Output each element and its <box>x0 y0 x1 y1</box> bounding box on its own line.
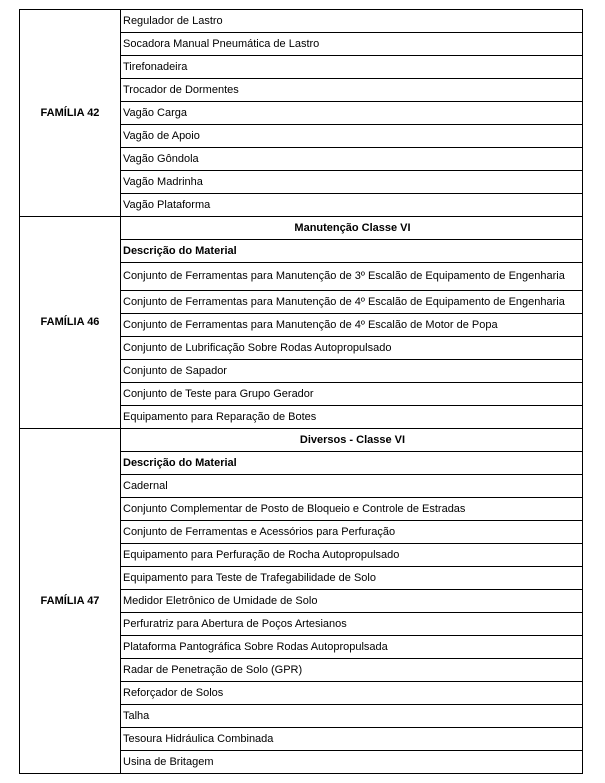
list-item: Conjunto de Sapador <box>121 360 583 383</box>
column-header: Descrição do Material <box>121 452 583 475</box>
table-row <box>20 217 583 240</box>
list-item: Equipamento para Reparação de Botes <box>121 406 583 429</box>
list-item: Reforçador de Solos <box>121 682 583 705</box>
list-item: Conjunto de Ferramentas para Manutenção de 4º Escalão de Equipamento de Engenharia <box>121 291 583 314</box>
list-item: Vagão Gôndola <box>121 148 583 171</box>
table-row <box>20 10 583 33</box>
materials-table <box>19 9 583 774</box>
list-item: Trocador de Dormentes <box>121 79 583 102</box>
list-item: Conjunto de Ferramentas para Manutenção de 3º Escalão de Equipamento de Engenharia <box>121 263 583 291</box>
list-item: Tesoura Hidráulica Combinada <box>121 728 583 751</box>
list-item: Usina de Britagem <box>121 751 583 774</box>
list-item: Plataforma Pantográfica Sobre Rodas Autopropulsada <box>121 636 583 659</box>
family-42-label: FAMÍLIA 42 <box>20 10 121 217</box>
table-row <box>20 429 583 452</box>
list-item: Tirefonadeira <box>121 56 583 79</box>
list-item: Regulador de Lastro <box>121 10 583 33</box>
list-item: Vagão Madrinha <box>121 171 583 194</box>
list-item: Conjunto Complementar de Posto de Bloqueio e Controle de Estradas <box>121 498 583 521</box>
list-item: Socadora Manual Pneumática de Lastro <box>121 33 583 56</box>
list-item: Conjunto de Lubrificação Sobre Rodas Autopropulsado <box>121 337 583 360</box>
list-item: Medidor Eletrônico de Umidade de Solo <box>121 590 583 613</box>
family-46-label: FAMÍLIA 46 <box>20 217 121 429</box>
column-header: Descrição do Material <box>121 240 583 263</box>
list-item: Cadernal <box>121 475 583 498</box>
list-item: Vagão Plataforma <box>121 194 583 217</box>
family-47-label: FAMÍLIA 47 <box>20 429 121 774</box>
list-item: Conjunto de Teste para Grupo Gerador <box>121 383 583 406</box>
list-item: Radar de Penetração de Solo (GPR) <box>121 659 583 682</box>
list-item: Conjunto de Ferramentas e Acessórios para Perfuração <box>121 521 583 544</box>
list-item: Conjunto de Ferramentas para Manutenção de 4º Escalão de Motor de Popa <box>121 314 583 337</box>
list-item: Perfuratriz para Abertura de Poços Artesianos <box>121 613 583 636</box>
list-item: Vagão Carga <box>121 102 583 125</box>
section-header: Manutenção Classe VI <box>121 217 583 240</box>
list-item: Vagão de Apoio <box>121 125 583 148</box>
list-item: Equipamento para Perfuração de Rocha Autopropulsado <box>121 544 583 567</box>
list-item: Equipamento para Teste de Trafegabilidade de Solo <box>121 567 583 590</box>
list-item: Talha <box>121 705 583 728</box>
section-header: Diversos - Classe VI <box>121 429 583 452</box>
